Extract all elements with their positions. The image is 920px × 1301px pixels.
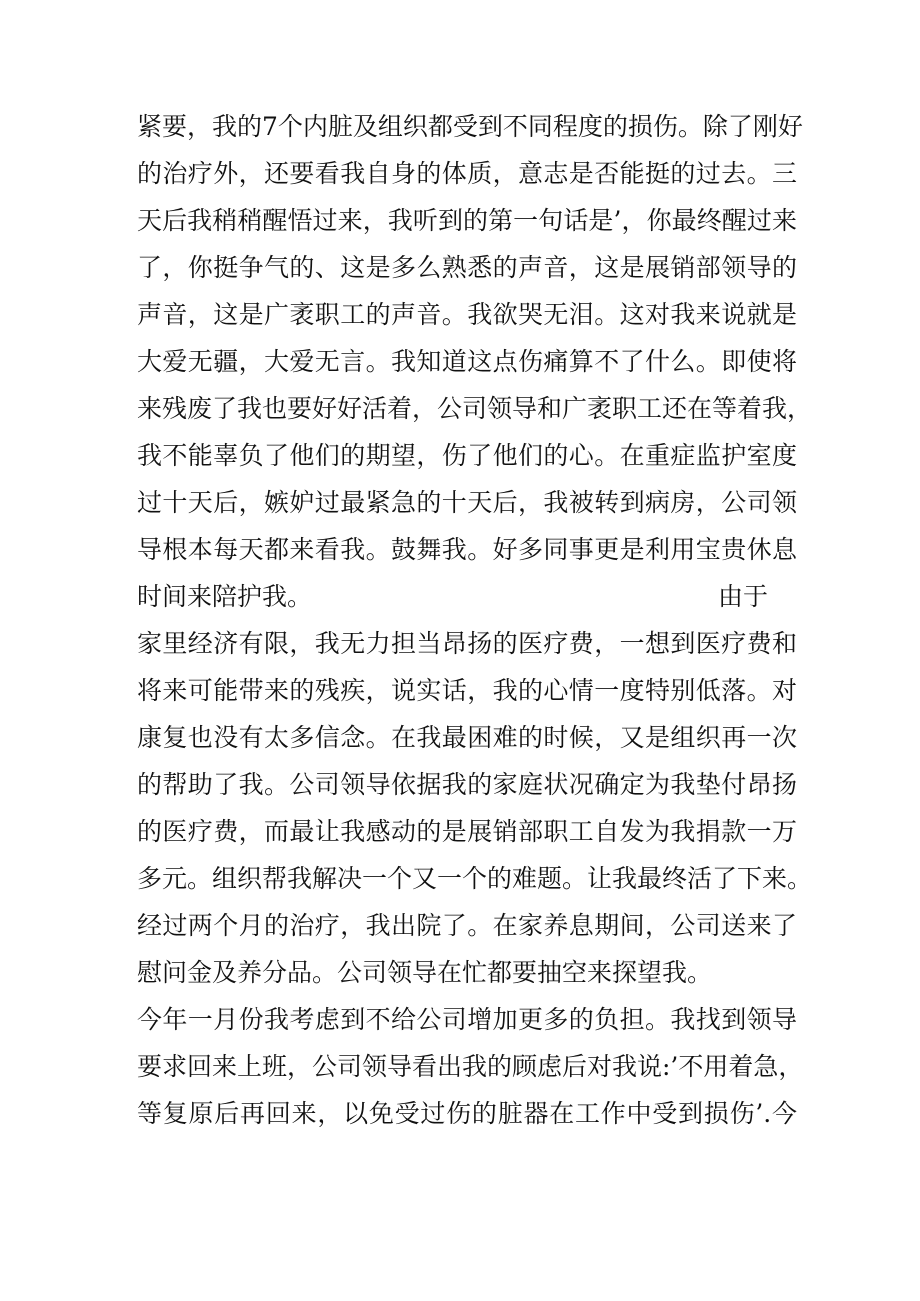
text-line: 将来可能带来的残疾，说实话，我的心情一度特别低落。对	[137, 676, 797, 705]
text-line: 今年一月份我考虑到不给公司增加更多的负担。我找到领导	[137, 1005, 797, 1034]
split-line-left: 时间来陪护我。	[137, 582, 313, 611]
text-line: 多元。组织帮我解决一个又一个的难题。让我最终活了下来。	[137, 864, 813, 893]
text-line: 声音，这是广袤职工的声音。我欲哭无泪。这对我来说就是	[137, 300, 797, 329]
text-line: 天后我稍稍醒悟过来，我听到的第一句话是’，你最终醒过来	[137, 206, 797, 235]
text-line: 大爱无疆，大爱无言。我知道这点伤痛算不了什么。即使将	[137, 347, 797, 376]
text-line: 家里经济有限，我无力担当昂扬的医疗费，一想到医疗费和	[137, 629, 797, 658]
text-line-split	[137, 573, 797, 620]
text-line: 慰问金及养分品。公司领导在忙都要抽空来探望我。	[137, 958, 713, 987]
text-line: 紧要，我的7个内脏及组织都受到不同程度的损伤。除了刚好	[137, 112, 803, 141]
body-text	[137, 103, 813, 1137]
text-line: 的帮助了我。公司领导依据我的家庭状况确定为我垫付昂扬	[137, 770, 797, 799]
split-line-right: 由于	[718, 582, 769, 611]
text-line: 导根本每天都来看我。鼓舞我。好多同事更是利用宝贵休息	[137, 535, 797, 564]
text-line: 我不能辜负了他们的期望，伤了他们的心。在重症监护室度	[137, 441, 797, 470]
text-line: 经过两个月的治疗，我出院了。在家养息期间，公司送来了	[137, 911, 797, 940]
text-line: 过十天后，嫉妒过最紧急的十天后，我被转到病房，公司领	[137, 488, 797, 517]
text-line: 的医疗费，而最让我感动的是展销部职工自发为我捐款一万	[137, 817, 797, 846]
text-line: 康复也没有太多信念。在我最困难的时候，又是组织再一次	[137, 723, 797, 752]
text-line: 要求回来上班，公司领导看出我的顾虑后对我说:’不用着急，	[137, 1052, 804, 1081]
text-line: 的治疗外，还要看我自身的体质，意志是否能挺的过去。三	[137, 159, 797, 188]
text-line: 了，你挺争气的、这是多么熟悉的声音，这是展销部领导的	[137, 253, 797, 282]
text-line: 等复原后再回来，以免受过伤的脏器在工作中受到损伤’.今	[137, 1099, 797, 1128]
text-line: 来残废了我也要好好活着，公司领导和广袤职工还在等着我，	[137, 394, 813, 423]
